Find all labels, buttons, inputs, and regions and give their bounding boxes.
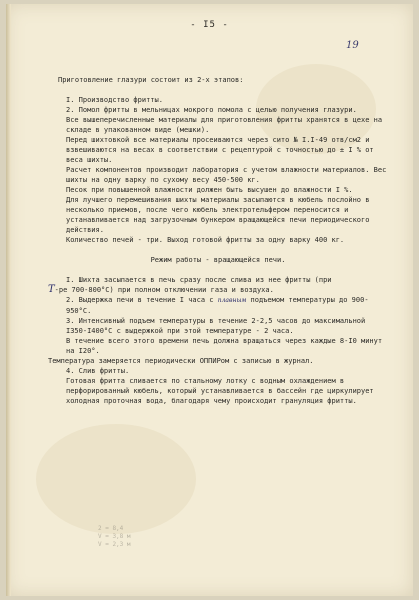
- section-heading: Режим работы - вращающейся печи.: [150, 256, 286, 264]
- paragraph: [48, 285, 388, 295]
- paragraph: Перед шихтовкой все материалы просеиваются через сито № I.I-49 отв/см2 и взвешиваются на весах в соответствии с рецептурой с точностью до ± I % от веса шихты.: [66, 136, 374, 164]
- handwritten-insert: плавным: [217, 297, 247, 304]
- paragraph: 3. Интенсивный подъем температуры в течение 2-2,5 часов до максимальной I350-I400°С с выдержкой при этой температуре - 2 часа.: [66, 317, 366, 335]
- paragraph: В течение всего этого времени печь должна вращаться через каждые 8-I0 минут на I20°.: [66, 337, 383, 355]
- formula-line: V = 2,3 м: [98, 541, 131, 548]
- text-run: I. Шихта засыпается в печь сразу после слива из нее фритты (при: [66, 276, 332, 284]
- formula-line: V = 3,8 м: [98, 533, 131, 540]
- page-number: - I5 -: [190, 20, 229, 30]
- paragraph: 4. Слив фритты.: [66, 367, 130, 375]
- handwritten-symbol: T: [48, 284, 55, 295]
- text-run: -ре 700-800°С) при полном отключении газа и воздуха.: [54, 286, 274, 294]
- paragraph: Приготовление глазури состоит из 2-х этапов:: [58, 76, 244, 84]
- paragraph: [48, 275, 388, 285]
- paragraph: 2. Помол фритты в мельницах мокрого помола с целью получения глазури.: [66, 106, 357, 114]
- paragraph: Для лучшего перемешивания шихты материалы засыпаются в кюбель послойно в несколько приемов, после чего кюбель электротельфером переносится и устанавливается над загрузочным бункером вращающейся печи периодического действия.: [66, 196, 370, 234]
- paragraph: I. Производство фритты.: [66, 96, 163, 104]
- document-page: [6, 4, 413, 596]
- formula-line: 2 = 8,4: [98, 525, 124, 532]
- corner-mark: 19: [346, 40, 359, 51]
- body-text: [48, 75, 388, 406]
- page-edge: [6, 4, 11, 596]
- faint-formula: [98, 525, 131, 549]
- paragraph: Расчет компонентов производит лаборатория с учетом влажности материалов. Вес шихты на одну варку по сухому весу 450-500 кг.: [66, 166, 387, 184]
- paragraph: Количество печей - три. Выход готовой фритты за одну варку 400 кг.: [66, 236, 345, 244]
- paragraph: Песок при повышенной влажности должен быть высушен до влажности I %.: [66, 186, 353, 194]
- paper-stain: [36, 424, 196, 534]
- text-run: 2. Выдержка печи в течение I часа с: [66, 296, 214, 304]
- paragraph: Все вышеперечисленные материалы для приготовления фритты хранятся в цехе на складе в упакованном виде (мешки).: [66, 116, 383, 134]
- paragraph: Готовая фритта сливается по стальному лотку с водным охлаждением в перфорированный кюбель, который устанавливается в бассейн где циркулирует холодная проточная вода, благодаря чему происходит грануляция фритты.: [66, 377, 374, 405]
- paragraph: Температура замеряется периодически ОППИРом с записью в журнал.: [48, 357, 314, 365]
- text-run: подъемом температуры до 900-950°С.: [66, 296, 369, 315]
- paragraph: [48, 295, 388, 316]
